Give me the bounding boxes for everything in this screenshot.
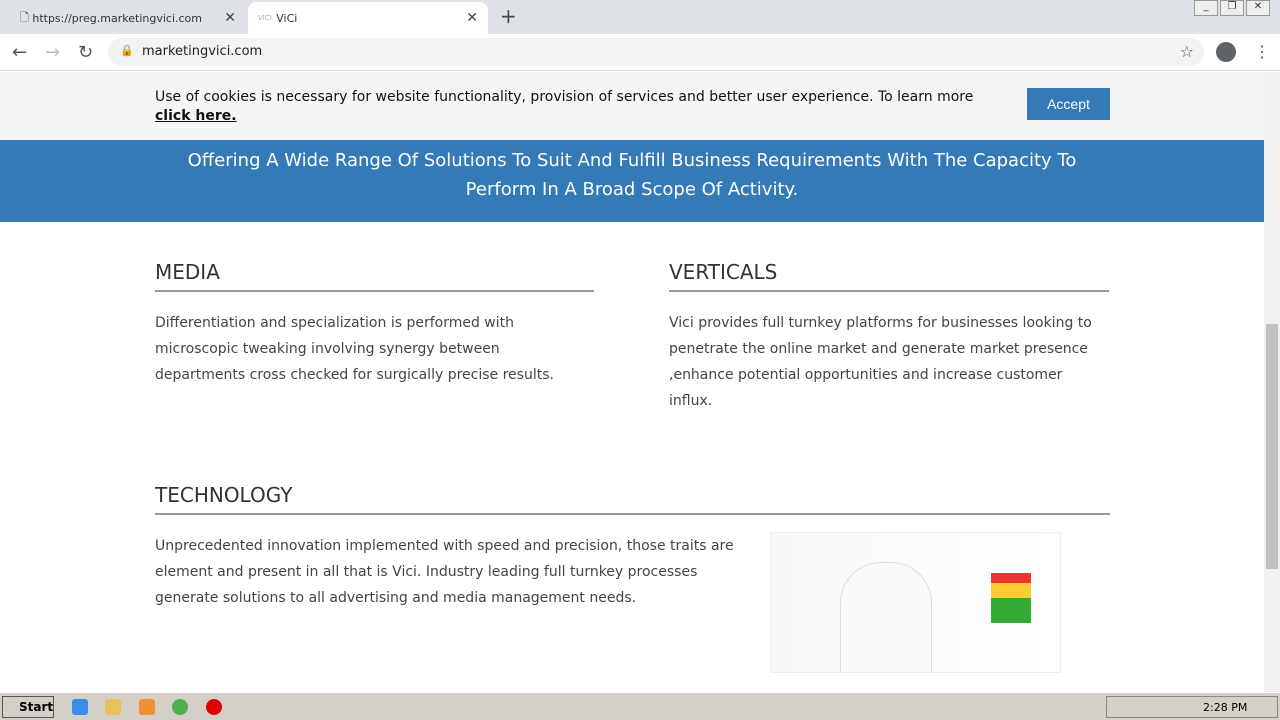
- profile-icon[interactable]: [1216, 42, 1236, 62]
- scrollbar[interactable]: [1264, 72, 1280, 692]
- address-bar[interactable]: [108, 38, 1204, 66]
- verticals-section: [669, 260, 1109, 414]
- technology-image: [770, 532, 1061, 673]
- cookie-link[interactable]: click here.: [155, 108, 237, 124]
- section-text: Differentiation and specialization is performed with microscopic tweaking involving synergy between departments cross checked for surgically precise results.: [155, 315, 554, 383]
- forward-button[interactable]: →: [45, 42, 61, 63]
- chrome-icon[interactable]: [172, 699, 188, 715]
- section-text: Vici provides full turnkey platforms for businesses looking to penetrate the online market and generate market presence ,enhance potential opportunities and increase customer influx.: [669, 315, 1092, 409]
- browser-toolbar: [0, 34, 1280, 71]
- minimize-button[interactable]: _: [1194, 0, 1218, 16]
- lock-icon: 🔒: [120, 44, 134, 57]
- accept-button[interactable]: Accept: [1027, 88, 1110, 120]
- section-text: Unprecedented innovation implemented with speed and precision, those traits are element and present in all that is Vici. Industry leading full turnkey processes generate solutions to all advertising and media management needs.: [155, 538, 734, 606]
- taskbar: [0, 692, 1280, 720]
- page-icon: 🗋: [20, 10, 33, 24]
- section-title: TECHNOLOGY: [155, 483, 1110, 515]
- clock: 2:28 PM: [1203, 701, 1248, 714]
- hero-banner: Offering A Wide Range Of Solutions To Suit And Fulfill Business Requirements With The Capacity To Perform In A Broad Scope Of Activity.: [0, 140, 1264, 222]
- reload-button[interactable]: ↻: [78, 42, 94, 63]
- new-tab-button[interactable]: +: [500, 4, 517, 28]
- scrollbar-thumb[interactable]: [1266, 324, 1278, 569]
- tab-preg[interactable]: [10, 2, 246, 34]
- tab-vici[interactable]: [248, 2, 488, 34]
- antivirus-icon[interactable]: [206, 699, 222, 715]
- media-player-icon[interactable]: [139, 699, 155, 715]
- back-button[interactable]: ←: [12, 42, 28, 63]
- close-tab-icon[interactable]: ✕: [466, 10, 478, 26]
- tab-title: ViCi: [276, 11, 298, 25]
- start-button[interactable]: Start: [2, 696, 54, 718]
- cookie-text: Use of cookies is necessary for website functionality, provision of services and better user experience. To learn more: [155, 89, 974, 105]
- close-tab-icon[interactable]: ✕: [224, 10, 236, 26]
- menu-icon[interactable]: ⋮: [1254, 42, 1270, 61]
- section-title: MEDIA: [155, 260, 594, 292]
- close-window-button[interactable]: ✕: [1246, 0, 1270, 16]
- tab-title: https://preg.marketingvici.com: [32, 11, 202, 25]
- page-content: [0, 72, 1264, 692]
- section-title: VERTICALS: [669, 260, 1109, 292]
- system-tray: [1106, 696, 1278, 718]
- cookie-banner: [0, 72, 1264, 140]
- favicon-icon: VICI: [258, 14, 277, 22]
- explorer-icon[interactable]: [105, 699, 121, 715]
- restore-button[interactable]: ❐: [1220, 0, 1244, 16]
- media-section: [155, 260, 594, 388]
- tab-strip: [0, 0, 1280, 34]
- url-text: marketingvici.com: [142, 44, 263, 59]
- ie-icon[interactable]: [72, 699, 88, 715]
- bookmark-star-icon[interactable]: ☆: [1179, 42, 1194, 61]
